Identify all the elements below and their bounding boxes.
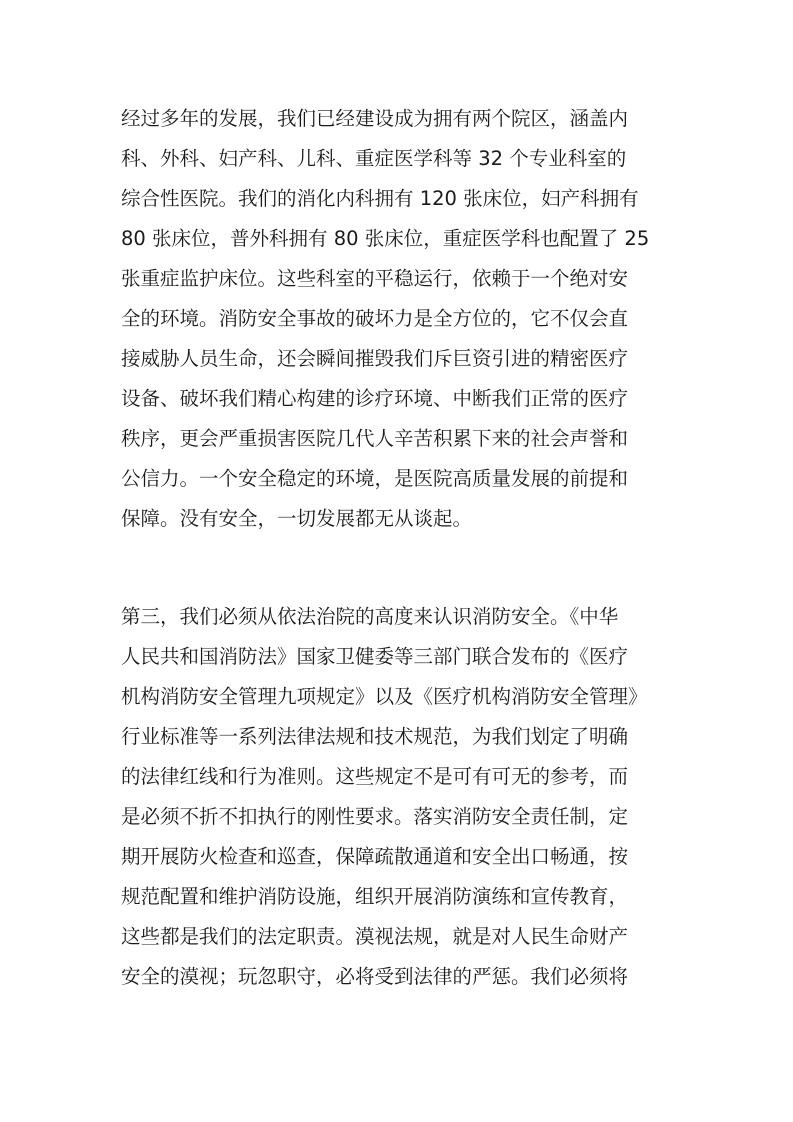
text-line: 是必须不折不扣执行的刚性要求。落实消防安全责任制，定	[121, 805, 629, 828]
text-line: 机构消防安全管理九项规定》以及《医疗机构消防安全管理》	[121, 685, 648, 708]
text-line: 保障。没有安全，一切发展都无从谈起。	[121, 507, 473, 530]
text-line: 科、外科、妇产科、儿科、重症医学科等 32 个专业科室的	[121, 147, 627, 170]
text-line: 期开展防火检查和巡查，保障疏散通道和安全出口畅通，按	[121, 845, 629, 868]
text-line: 秩序，更会严重损害医院几代人辛苦积累下来的社会声誉和	[121, 427, 629, 450]
text-line: 张重症监护床位。这些科室的平稳运行，依赖于一个绝对安	[121, 267, 629, 290]
text-line: 80 张床位，普外科拥有 80 张床位，重症医学科也配置了 25	[121, 227, 650, 250]
text-line: 综合性医院。我们的消化内科拥有 120 张床位，妇产科拥有	[121, 187, 639, 210]
text-line: 经过多年的发展，我们已经建设成为拥有两个院区，涵盖内	[121, 107, 629, 130]
text-line: 行业标准等一系列法律法规和技术规范，为我们划定了明确	[121, 725, 629, 748]
text-line: 安全的漠视；玩忽职守，必将受到法律的严惩。我们必须将	[121, 965, 629, 988]
text-line: 全的环境。消防安全事故的破坏力是全方位的，它不仅会直	[121, 307, 629, 330]
text-line: 的法律红线和行为准则。这些规定不是可有可无的参考，而	[121, 765, 629, 788]
text-line: 这些都是我们的法定职责。漠视法规，就是对人民生命财产	[121, 925, 629, 948]
text-line: 人民共和国消防法》国家卫健委等三部门联合发布的《医疗	[121, 645, 629, 668]
text-line: 接威胁人员生命，还会瞬间摧毁我们斥巨资引进的精密医疗	[121, 347, 629, 370]
text-line: 规范配置和维护消防设施，组织开展消防演练和宣传教育，	[121, 885, 629, 908]
text-line: 设备、破坏我们精心构建的诊疗环境、中断我们正常的医疗	[121, 387, 629, 410]
text-line: 第三，我们必须从依法治院的高度来认识消防安全。《中华	[121, 605, 619, 628]
text-line: 公信力。一个安全稳定的环境，是医院高质量发展的前提和	[121, 467, 629, 490]
